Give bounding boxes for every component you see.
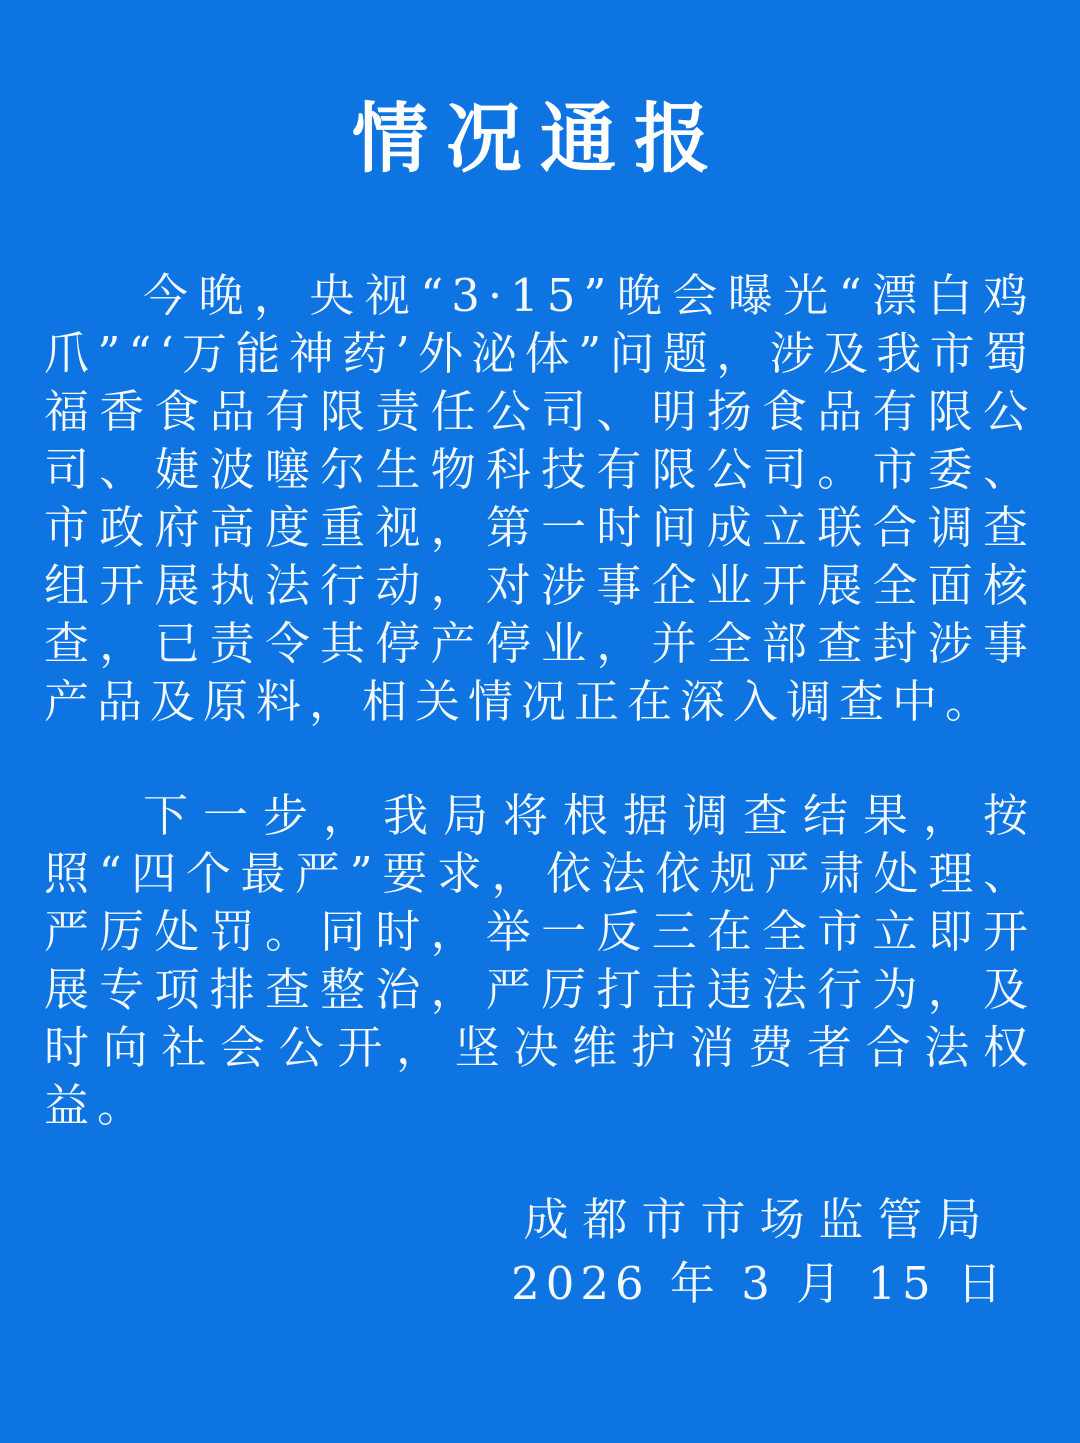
notice-paragraph-2: 下一步，我局将根据调查结果，按照“四个最严”要求，依法依规严肃处理、严厉处罚。同时，举一反三在全市立即开展专项排查整治，严厉打击违法行为，及时向社会公开，坚决维护消费者合法权益。 xyxy=(44,789,1036,1132)
notice-signature: 成都市市场监管局 xyxy=(523,1193,996,1246)
notice-footer xyxy=(511,1189,1008,1315)
notice-paragraph-1: 今晚，央视“3·15”晚会曝光“漂白鸡爪”“‘万能神药’外泌体”问题，涉及我市蜀福香食品有限责任公司、明扬食品有限公司、婕波噻尔生物科技有限公司。市委、市政府高度重视，第一时间成立联合调查组开展执法行动，对涉事企业开展全面核查，已责令其停产停业，并全部查封涉事产品及原料，相关情况正在深入调查中。 xyxy=(44,269,1036,728)
notice-body xyxy=(0,187,1080,1135)
notice-title: 情况通报 xyxy=(352,94,728,183)
notice-date: 2026 年 3 月 15 日 xyxy=(511,1257,1008,1310)
